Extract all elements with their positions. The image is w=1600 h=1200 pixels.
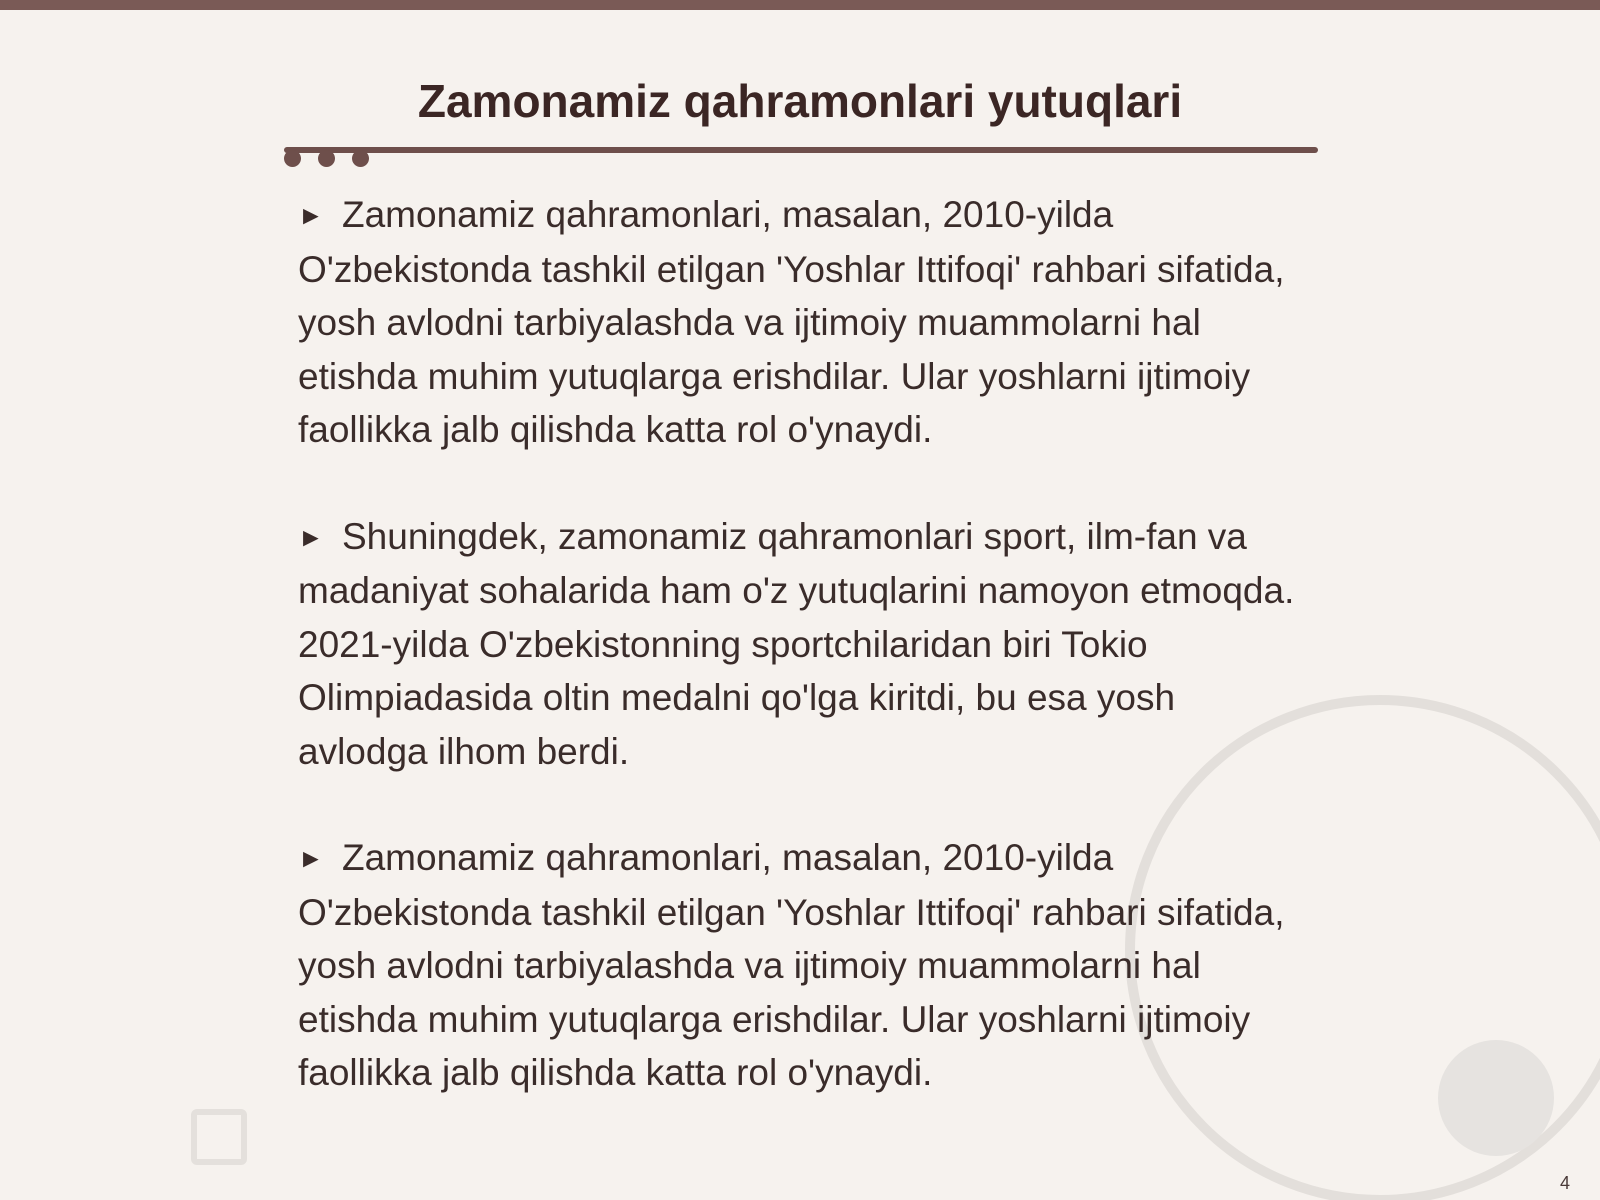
decor-circle-small	[1438, 1040, 1554, 1156]
bullet-text: Zamonamiz qahramonlari, masalan, 2010-yilda O'zbekistonda tashkil etilgan 'Yoshlar Ittifoqi' rahbari sifatida, yosh avlodni tarbiyalashda va ijtimoiy muammolarni hal etishda muhim yutuqlarga erishdilar. Ular yoshlarni ijtimoiy faollikka jalb qilishda katta rol o'ynaydi.	[298, 837, 1285, 1093]
slide-title: Zamonamiz qahramonlari yutuqlari	[417, 75, 1183, 127]
bullet-text: Shuningdek, zamonamiz qahramonlari sport, ilm-fan va madaniyat sohalarida ham o'z yutuqlarini namoyon etmoqda. 2021-yilda O'zbekistonning sportchilaridan biri Tokio Olimpiadasida oltin medalni qo'lga kiritdi, bu esa yosh avlodga ilhom berdi.	[298, 515, 1295, 772]
bullet-item	[298, 188, 1298, 457]
title-underline	[284, 147, 1318, 153]
bullet-arrow-icon: ►	[298, 200, 324, 230]
bullet-item	[298, 510, 1298, 779]
underline-dot	[318, 150, 335, 167]
bullet-item	[298, 831, 1298, 1100]
bullet-list	[298, 188, 1298, 1153]
underline-dot	[352, 150, 369, 167]
decor-square	[194, 1112, 244, 1162]
page-number: 4	[1559, 1173, 1570, 1193]
bullet-arrow-icon: ►	[298, 521, 324, 552]
underline-dot	[284, 150, 301, 167]
top-accent-bar	[0, 0, 1600, 10]
bullet-arrow-icon: ►	[298, 843, 324, 873]
bullet-text: Zamonamiz qahramonlari, masalan, 2010-yilda O'zbekistonda tashkil etilgan 'Yoshlar Ittifoqi' rahbari sifatida, yosh avlodni tarbiyalashda va ijtimoiy muammolarni hal etishda muhim yutuqlarga erishdilar. Ular yoshlarni ijtimoiy faollikka jalb qilishda katta rol o'ynaydi.	[298, 194, 1285, 450]
